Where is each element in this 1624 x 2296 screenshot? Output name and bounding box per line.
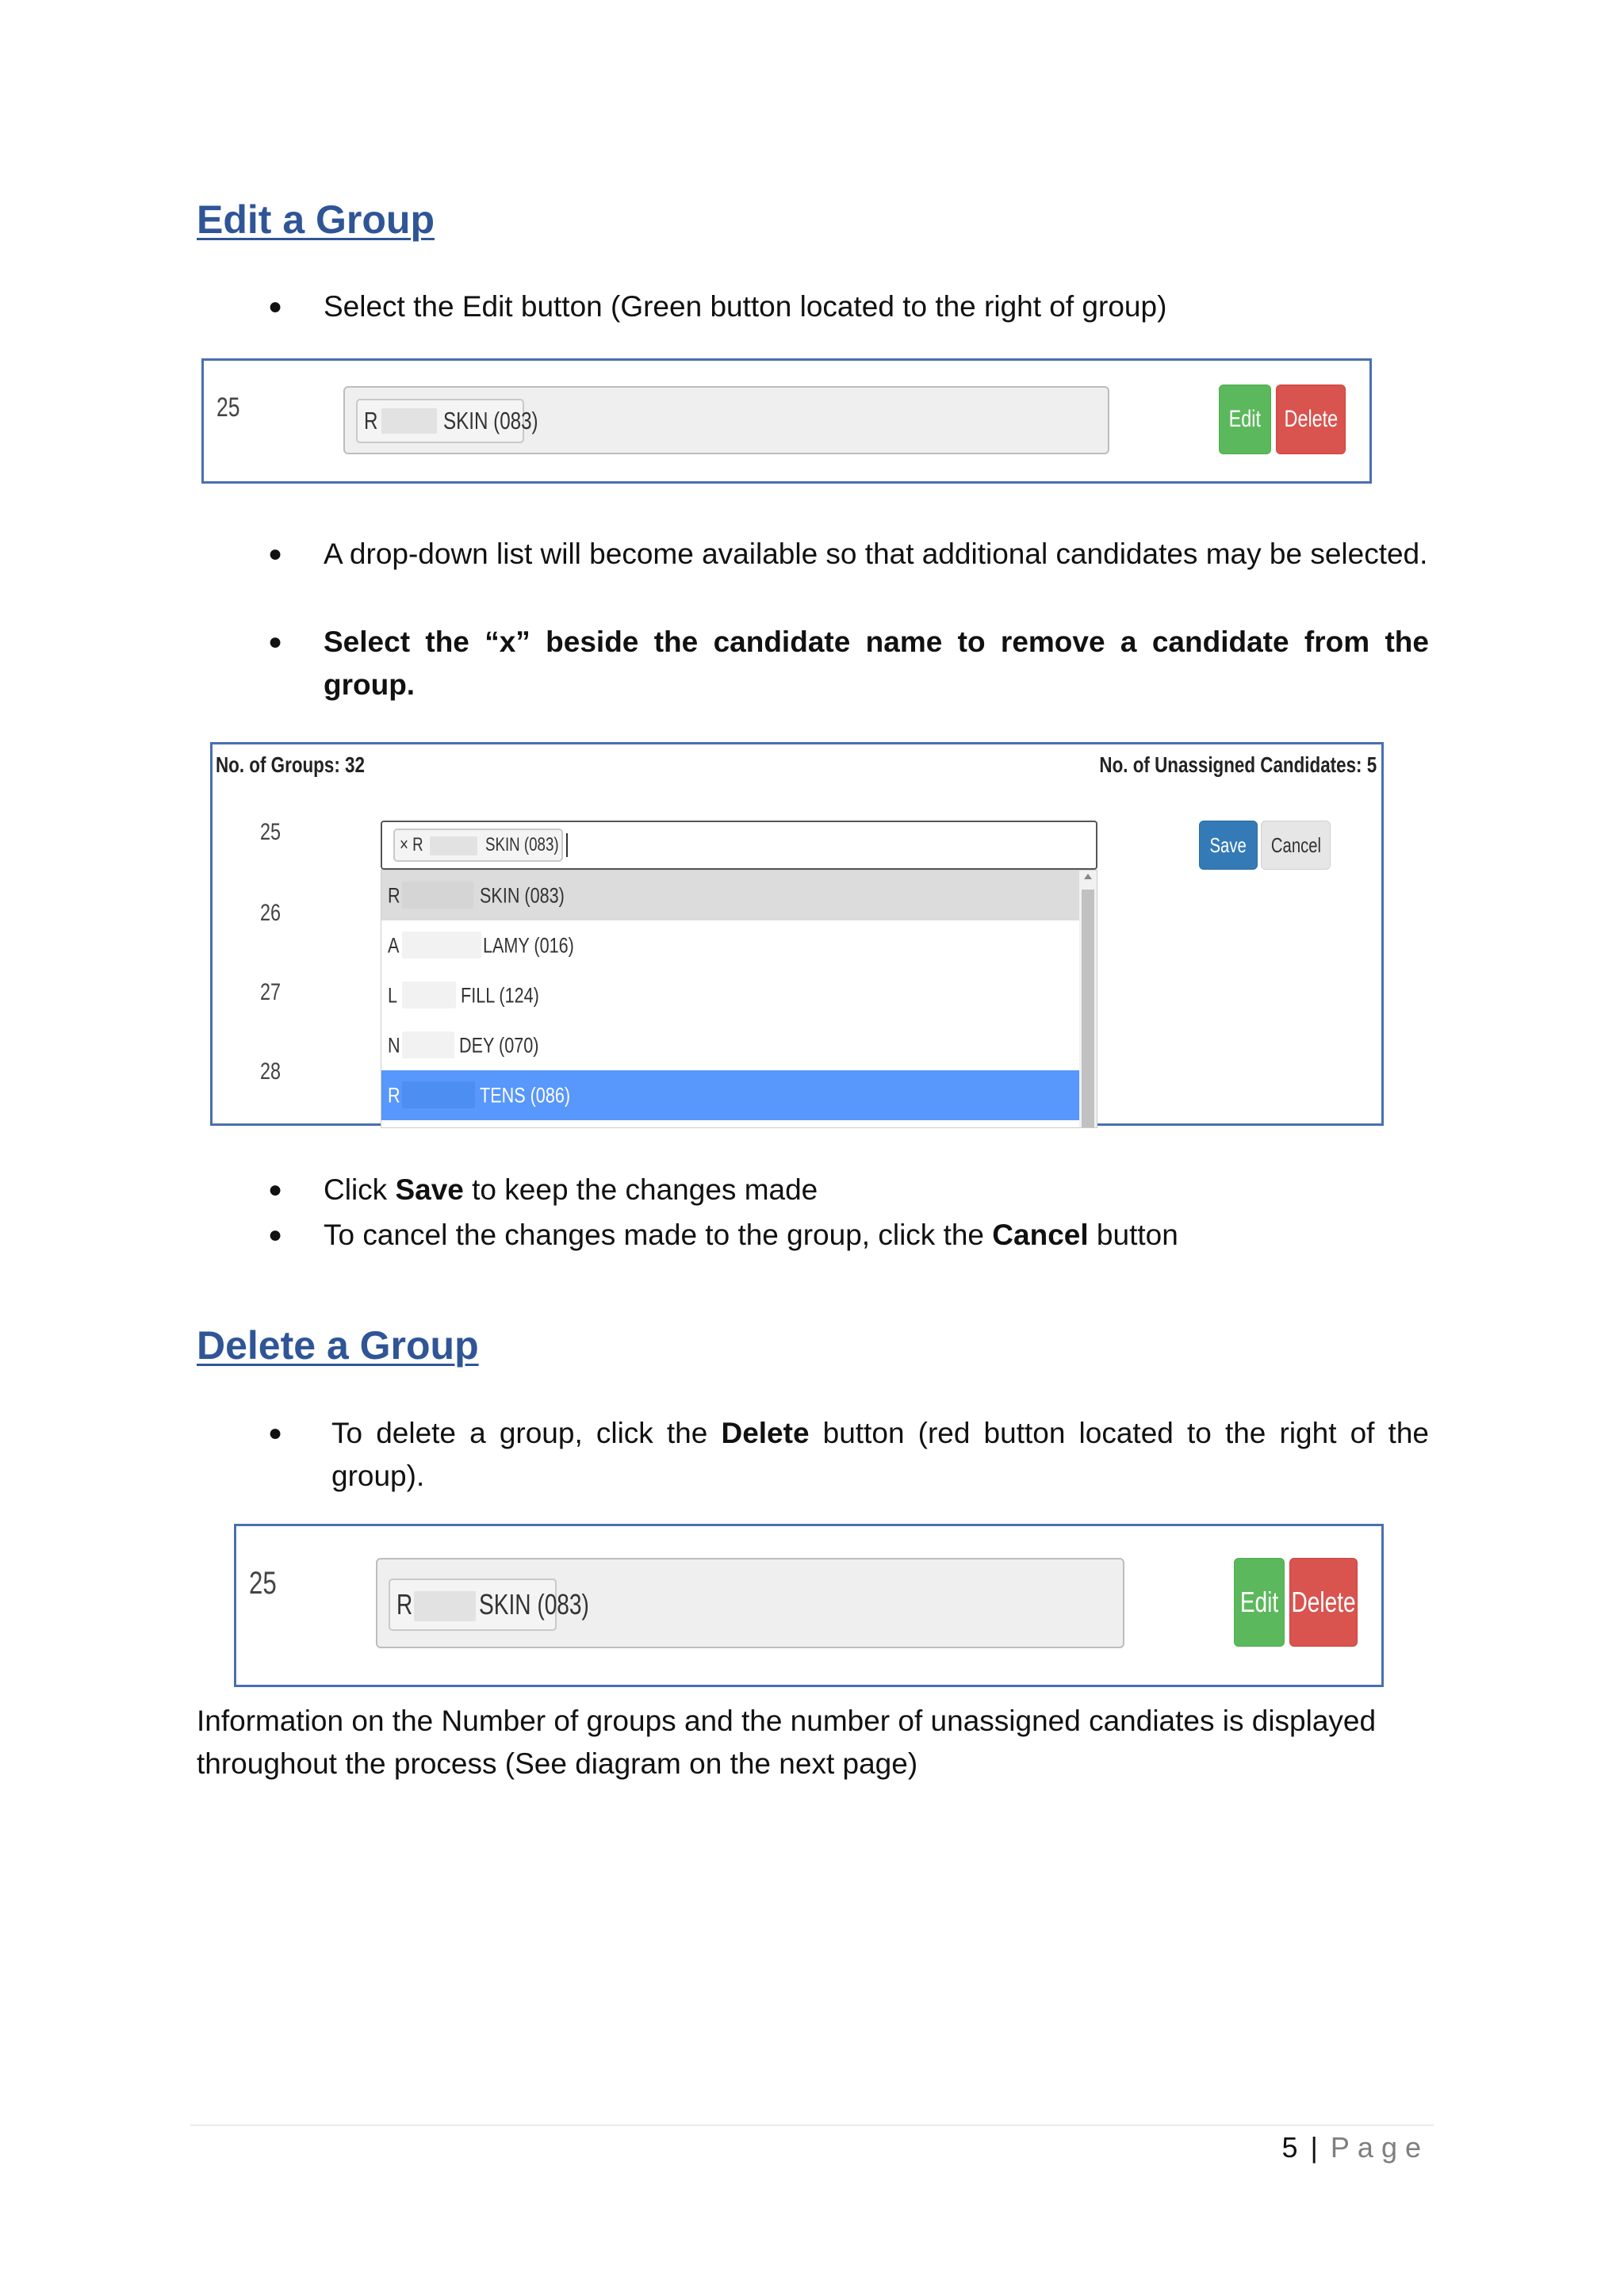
dropdown-option[interactable]: N DEY (070) <box>388 1033 539 1057</box>
bullet-dot: ● <box>268 629 283 655</box>
scroll-up-arrow-icon[interactable] <box>1084 874 1092 879</box>
candidate-initial: R <box>364 407 378 434</box>
page-number: 5 <box>1281 2131 1298 2164</box>
group-number: 28 <box>260 1058 282 1085</box>
bullet-dot: ● <box>268 1420 283 1446</box>
edit-button[interactable]: Edit <box>1234 1558 1285 1647</box>
group-number: 27 <box>260 979 282 1005</box>
candidate-initial: R <box>396 1588 413 1621</box>
group-number: 25 <box>249 1566 277 1601</box>
candidate-name: SKIN (083) <box>479 1588 589 1621</box>
group-number: 25 <box>260 819 282 845</box>
candidate-tag <box>356 399 538 443</box>
bullet-text: To cancel the changes made to the group, click the Cancel button <box>324 1219 1178 1251</box>
group-members-box <box>343 386 1109 454</box>
redacted-name <box>381 408 437 434</box>
bullet-dot: ● <box>268 293 283 320</box>
bullet-dot: ● <box>268 1222 283 1248</box>
save-button[interactable]: Save <box>1199 821 1258 870</box>
bullet-text: Select the Edit button (Green button located to the right of group) <box>324 290 1167 323</box>
footer-divider <box>190 2125 1434 2126</box>
redacted-name <box>402 982 456 1008</box>
page-footer <box>1282 2131 1430 2164</box>
dropdown-option[interactable]: A LAMY (016) <box>388 933 574 957</box>
unassigned-count-label: No. of Unassigned Candidates: 5 <box>1099 752 1377 777</box>
delete-group-heading: Delete a Group <box>197 1323 479 1368</box>
candidate-name: SKIN (083) <box>485 834 559 855</box>
redacted-name <box>402 1031 454 1058</box>
group-number: 25 <box>216 392 240 423</box>
dropdown-option[interactable]: L FILL (124) <box>388 983 539 1007</box>
scroll-thumb[interactable] <box>1082 890 1094 1127</box>
edit-button[interactable]: Edit <box>1219 385 1271 454</box>
redacted-name <box>402 932 481 959</box>
closing-paragraph: Information on the Number of groups and the number of unassigned candiates is displayed throughout the process (See diagram on the next page) <box>197 1705 1377 1780</box>
delete-button[interactable]: Delete <box>1289 1558 1358 1647</box>
redacted-name <box>402 882 473 909</box>
redacted-name <box>430 836 477 855</box>
screenshot-group-row <box>201 358 1372 484</box>
candidate-select[interactable] <box>381 821 1097 870</box>
dropdown-scrollbar[interactable] <box>1079 871 1097 1128</box>
bullet-dropdown-info <box>268 533 1429 576</box>
bullet-remove-candidate <box>268 621 1429 706</box>
bullet-click-cancel <box>268 1214 1429 1257</box>
candidate-tag <box>393 828 563 862</box>
dropdown-option[interactable]: R SKIN (083) <box>381 871 1079 920</box>
bullet-text: Click Save to keep the changes made <box>324 1173 818 1206</box>
redacted-name <box>402 1081 475 1108</box>
screenshot-group-row-delete <box>234 1524 1384 1687</box>
cancel-button[interactable]: Cancel <box>1261 821 1331 870</box>
delete-button[interactable]: Delete <box>1276 385 1346 454</box>
candidate-tag <box>389 1578 589 1631</box>
footer-separator: | <box>1310 2131 1318 2164</box>
group-number: 26 <box>260 900 282 926</box>
dropdown-option-selected[interactable]: R TENS (086) <box>381 1070 1079 1120</box>
remove-candidate-x[interactable]: × R <box>400 834 423 855</box>
bullet-text: Select the “x” beside the candidate name to remove a candidate from the group. <box>324 626 1429 701</box>
candidate-name: SKIN (083) <box>443 407 538 434</box>
bullet-dot: ● <box>268 1177 283 1203</box>
bullet-dot: ● <box>268 541 283 567</box>
bullet-click-save <box>268 1169 1429 1211</box>
bullet-text: A drop-down list will become available so that additional candidates may be selected. <box>324 538 1428 570</box>
edit-group-heading: Edit a Group <box>197 197 435 242</box>
screenshot-edit-mode <box>210 742 1384 1126</box>
redacted-name <box>414 1591 476 1621</box>
group-members-box <box>376 1558 1124 1648</box>
candidate-dropdown-list[interactable] <box>381 870 1097 1128</box>
bullet-click-delete <box>268 1412 1429 1498</box>
groups-count-label: No. of Groups: 32 <box>216 752 365 777</box>
text-cursor <box>566 833 568 857</box>
bullet-select-edit <box>268 285 1429 328</box>
page-word: Page <box>1330 2131 1429 2164</box>
bullet-text: To delete a group, click the Delete button (red button located to the right of the group). <box>331 1417 1429 1492</box>
